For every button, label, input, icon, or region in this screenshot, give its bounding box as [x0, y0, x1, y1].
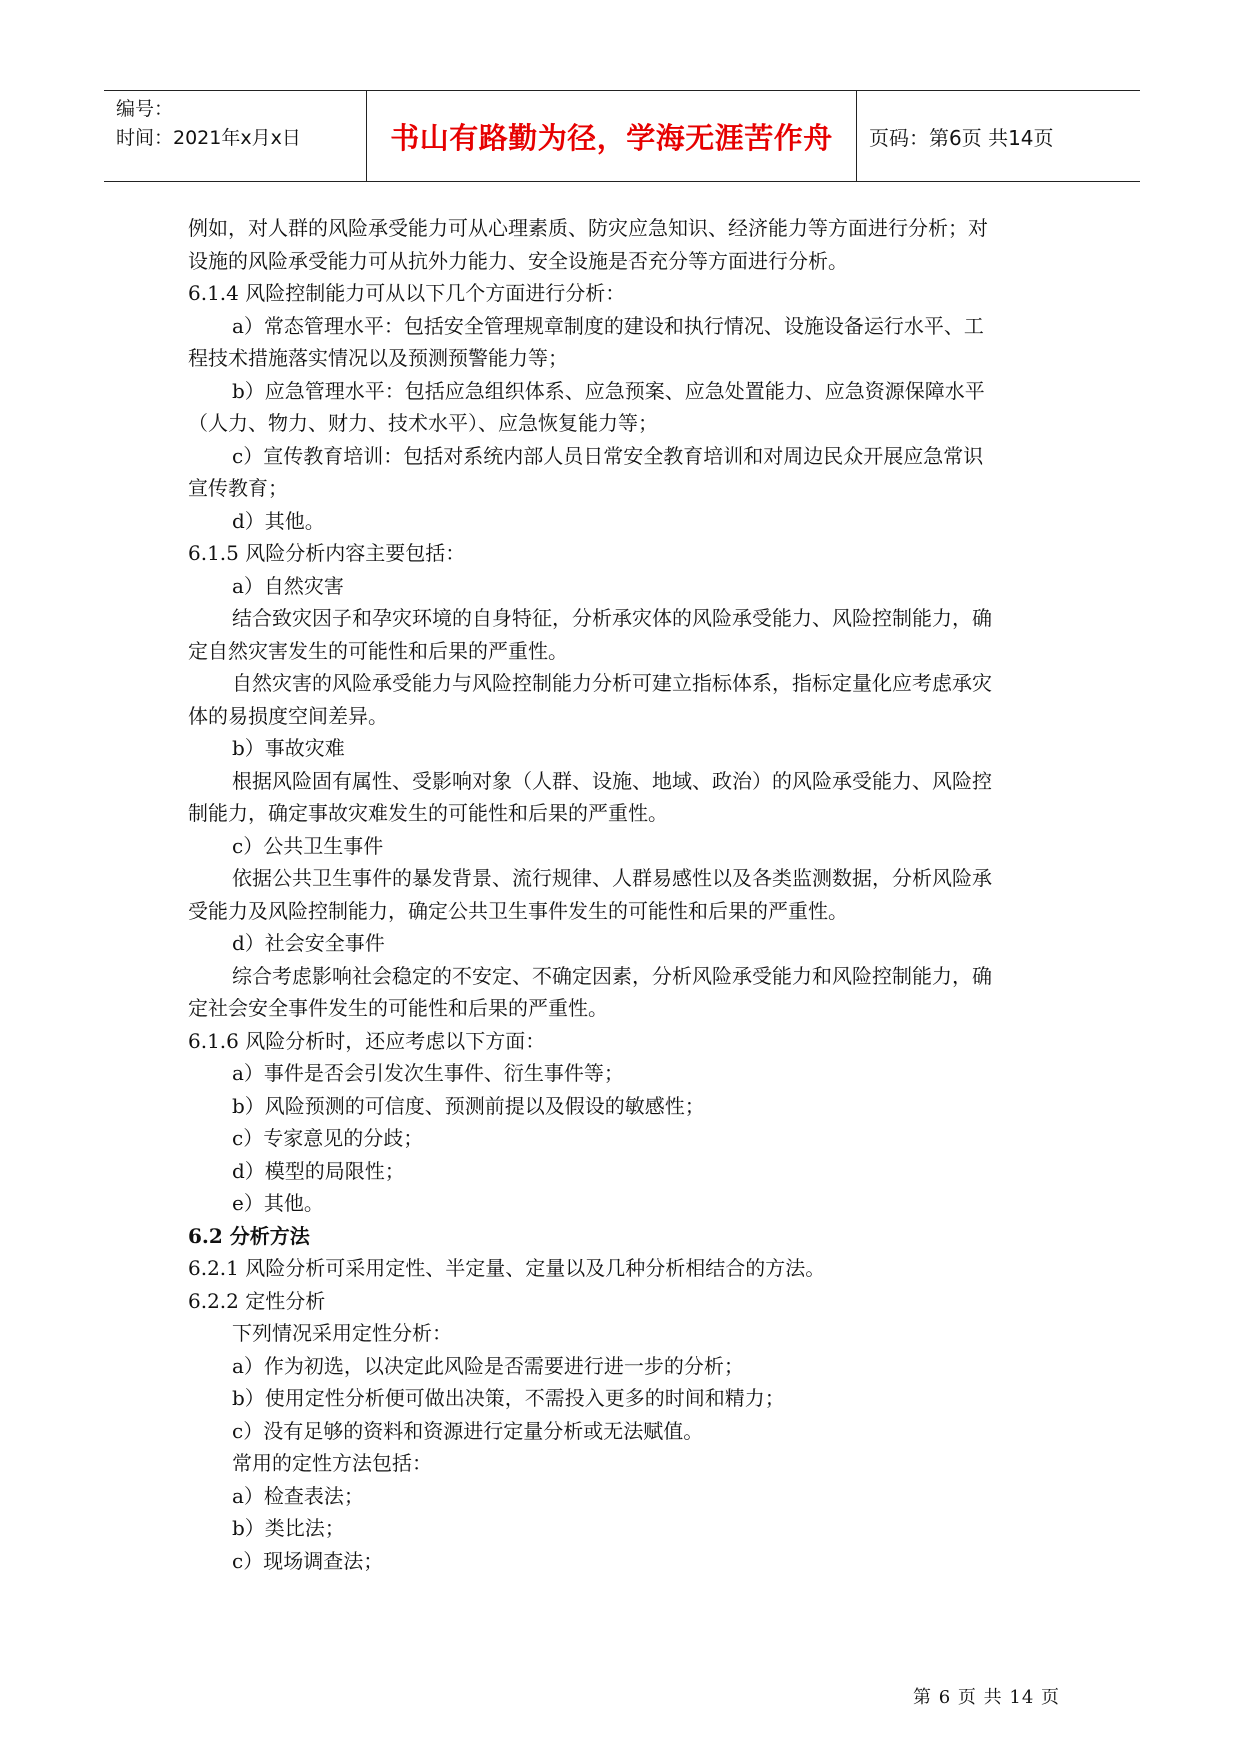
- body-line: 结合致灾因子和孕灾环境的自身特征，分析承灾体的风险承受能力、风险控制能力，确: [232, 606, 992, 630]
- body-line: c）现场调查法；: [232, 1548, 384, 1573]
- body-line: 定自然灾害发生的可能性和后果的严重性。: [188, 638, 568, 663]
- body-line: a）作为初选，以决定此风险是否需要进行进一步的分析；: [232, 1353, 744, 1378]
- body-line: 自然灾害的风险承受能力与风险控制能力分析可建立指标体系，指标定量化应考虑承灾: [232, 671, 992, 695]
- body-line: b）应急管理水平：包括应急组织体系、应急预案、应急处置能力、应急资源保障水平: [232, 378, 985, 403]
- body-line: b）使用定性分析便可做出决策，不需投入更多的时间和精力；: [232, 1386, 785, 1410]
- body-line: c）没有足够的资料和资源进行定量分析或无法赋值。: [232, 1418, 704, 1443]
- body-line: 根据风险固有属性、受影响对象（人群、设施、地域、政治）的风险承受能力、风险控: [232, 768, 992, 793]
- body-line: 程技术措施落实情况以及预测预警能力等；: [188, 346, 568, 370]
- body-line: d）模型的局限性；: [232, 1158, 405, 1183]
- body-line: d）其他。: [232, 508, 325, 533]
- body-line: 6.1.6 风险分析时，还应考虑以下方面：: [188, 1028, 546, 1053]
- body-line: 常用的定性方法包括：: [232, 1451, 432, 1475]
- body-line: 6.1.5 风险分析内容主要包括：: [188, 541, 466, 565]
- body-line: （人力、物力、财力、技术水平）、应急恢复能力等；: [188, 411, 658, 435]
- body-line: 设施的风险承受能力可从抗外力能力、安全设施是否充分等方面进行分析。: [188, 248, 848, 273]
- body-line: a）自然灾害: [232, 573, 344, 598]
- body-line: 宣传教育；: [188, 476, 288, 500]
- body-line: 受能力及风险控制能力，确定公共卫生事件发生的可能性和后果的严重性。: [188, 898, 848, 923]
- header-motto: 书山有路勤为径，学海无涯苦作舟: [367, 91, 857, 181]
- page-footer: 第 6 页 共 14 页: [913, 1687, 1060, 1708]
- time-label: 时间：2021年x月x日: [116, 127, 301, 149]
- body-line: a）常态管理水平：包括安全管理规章制度的建设和执行情况、设施设备运行水平、工: [232, 313, 984, 338]
- section-heading: 6.2 分析方法: [188, 1223, 310, 1248]
- serial-label: 编号：: [116, 98, 174, 120]
- body-line: a）事件是否会引发次生事件、衍生事件等；: [232, 1061, 624, 1085]
- body-line: c）专家意见的分歧；: [232, 1126, 424, 1150]
- body-line: 体的易损度空间差异。: [188, 703, 388, 728]
- body-line: a）检查表法；: [232, 1483, 364, 1508]
- header-page-info: 页码：第6页 共14页: [869, 125, 1054, 150]
- body-line: 6.2.1 风险分析可采用定性、半定量、定量以及几种分析相结合的方法。: [188, 1256, 826, 1280]
- body-line: e）其他。: [232, 1191, 324, 1215]
- body-line: 例如，对人群的风险承受能力可从心理素质、防灾应急知识、经济能力等方面进行分析；对: [188, 216, 988, 240]
- body-line: c）宣传教育培训：包括对系统内部人员日常安全教育培训和对周边民众开展应急常识: [232, 443, 984, 468]
- body-line: c）公共卫生事件: [232, 833, 384, 858]
- document-body: [188, 212, 1058, 1577]
- body-line: 综合考虑影响社会稳定的不安定、不确定因素，分析风险承受能力和风险控制能力，确: [232, 963, 992, 988]
- body-line: 6.1.4 风险控制能力可从以下几个方面进行分析：: [188, 281, 626, 305]
- body-line: 6.2.2 定性分析: [188, 1288, 326, 1313]
- page-header: [104, 90, 1140, 182]
- body-line: 制能力，确定事故灾难发生的可能性和后果的严重性。: [188, 801, 668, 825]
- body-line: d）社会安全事件: [232, 931, 385, 955]
- body-line: 下列情况采用定性分析：: [232, 1321, 452, 1345]
- body-line: b）类比法；: [232, 1516, 345, 1540]
- body-line: b）事故灾难: [232, 736, 345, 760]
- header-meta: [104, 91, 367, 181]
- body-line: 定社会安全事件发生的可能性和后果的严重性。: [188, 996, 608, 1020]
- body-line: b）风险预测的可信度、预测前提以及假设的敏感性；: [232, 1093, 705, 1118]
- body-line: 依据公共卫生事件的暴发背景、流行规律、人群易感性以及各类监测数据，分析风险承: [232, 866, 992, 890]
